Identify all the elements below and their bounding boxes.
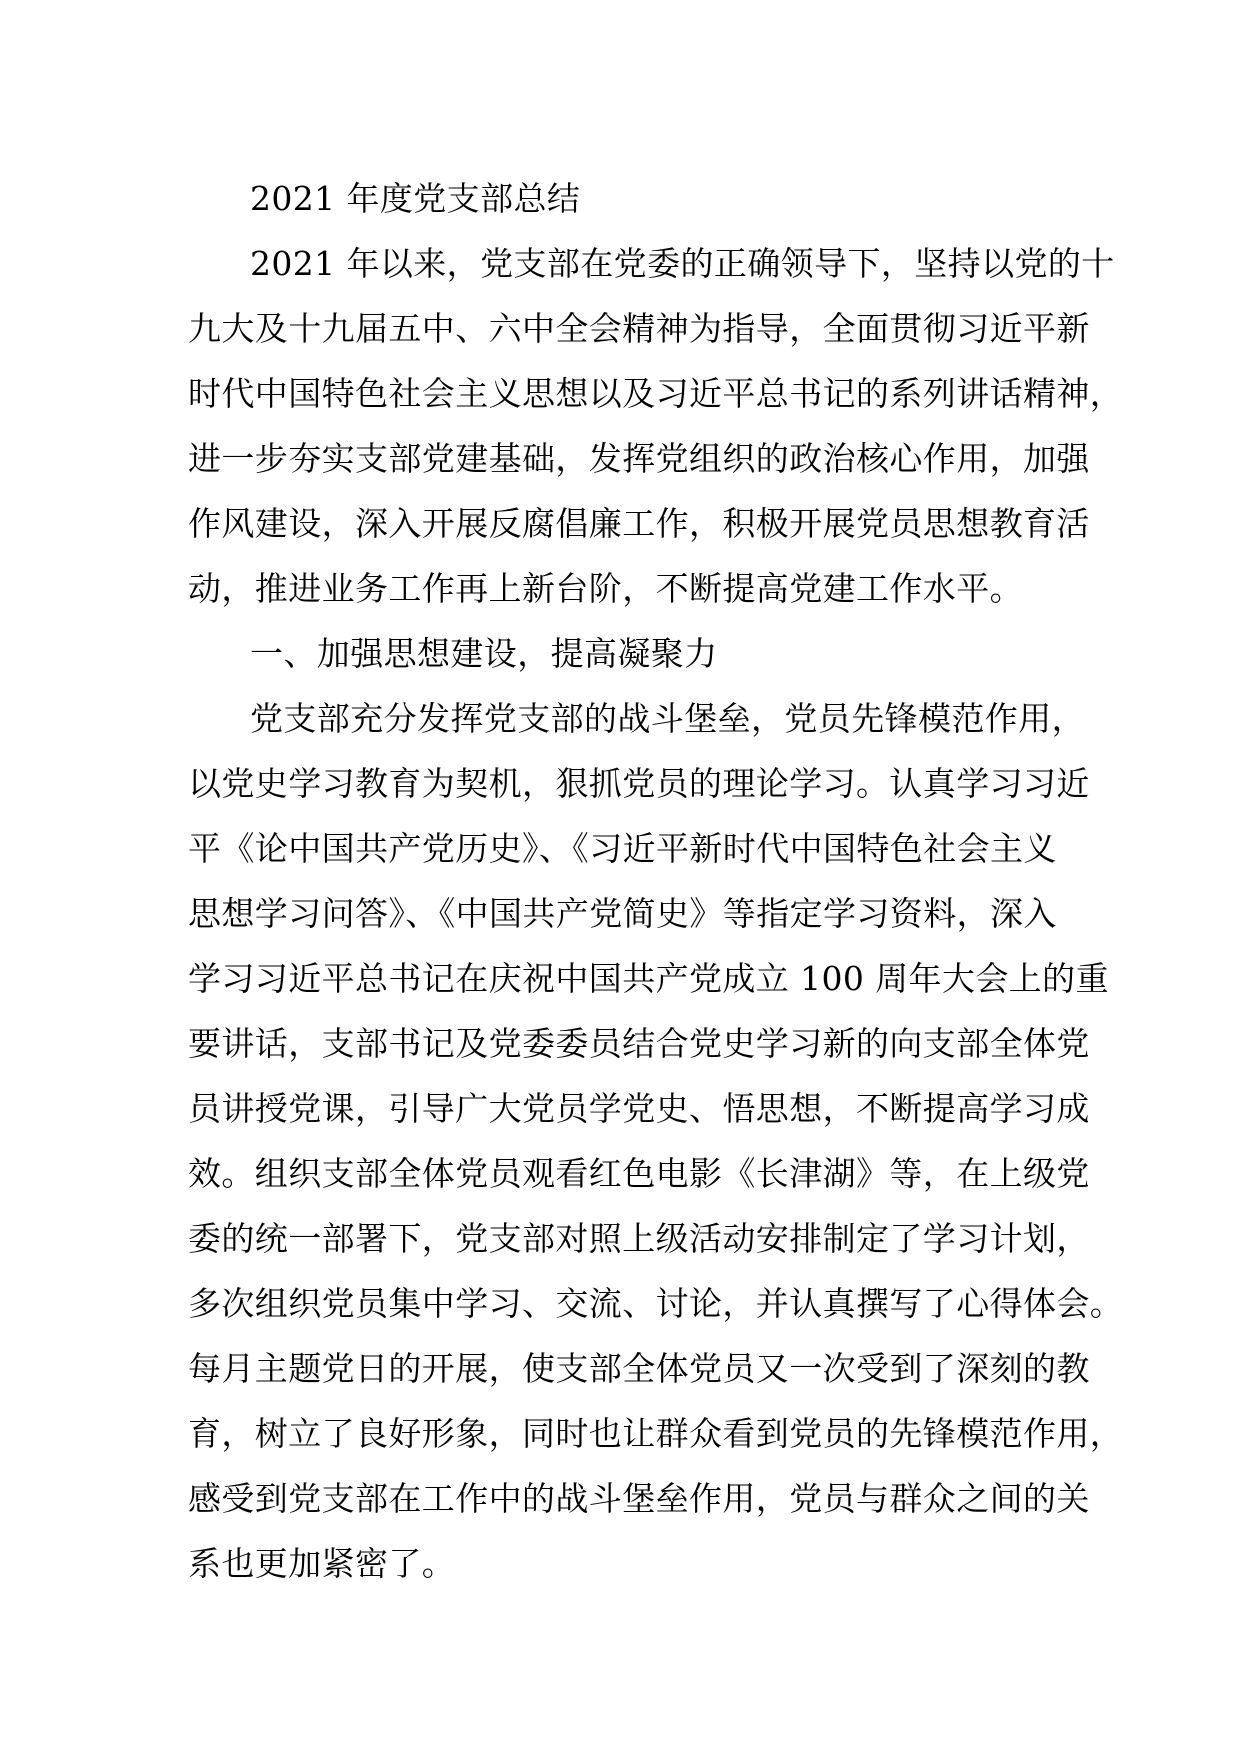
document-body (188, 166, 1124, 1596)
section-heading-text: 一、加强思想建设，提高凝聚力 (250, 634, 718, 673)
paragraph-line: 效。组织支部全体党员观看红色电影《长津湖》等，在上级党 (188, 1154, 1090, 1193)
paragraph-line: 时代中国特色社会主义思想以及习近平总书记的系列讲话精神， (188, 374, 1124, 413)
paragraph-line: 委的统一部署下，党支部对照上级活动安排制定了学习计划， (188, 1219, 1090, 1258)
paragraph-line: 员讲授党课，引导广大党员学党史、悟思想，不断提高学习成 (188, 1089, 1090, 1128)
paragraph-line: 动，推进业务工作再上新台阶，不断提高党建工作水平。 (188, 569, 1023, 608)
paragraph-line: 每月主题党日的开展，使支部全体党员又一次受到了深刻的教 (188, 1349, 1090, 1388)
paragraph-line: 学习习近平总书记在庆祝中国共产党成立 100 周年大会上的重 (188, 959, 1109, 998)
paragraph-line: 九大及十九届五中、六中全会精神为指导，全面贯彻习近平新 (188, 309, 1090, 348)
paragraph-line: 感受到党支部在工作中的战斗堡垒作用，党员与群众之间的关 (188, 1479, 1090, 1518)
paragraph-line: 育，树立了良好形象，同时也让群众看到党员的先锋模范作用， (188, 1414, 1124, 1453)
paragraph-line: 要讲话，支部书记及党委委员结合党史学习新的向支部全体党 (188, 1024, 1090, 1063)
paragraph-section-1 (188, 686, 1124, 1596)
paragraph-line: 系也更加紧密了。 (188, 1544, 456, 1583)
paragraph-line: 思想学习问答》、《中国共产党简史》等指定学习资料，深入 (188, 894, 1057, 933)
paragraph-line: 党支部充分发挥党支部的战斗堡垒，党员先锋模范作用， (250, 699, 1085, 738)
paragraph-intro (188, 231, 1124, 621)
paragraph-line: 2021 年以来，党支部在党委的正确领导下，坚持以党的十 (250, 244, 1115, 283)
paragraph-line: 进一步夯实支部党建基础，发挥党组织的政治核心作用，加强 (188, 439, 1090, 478)
paragraph-line: 多次组织党员集中学习、交流、讨论，并认真撰写了心得体会。 (188, 1284, 1124, 1323)
paragraph-line: 以党史学习教育为契机，狠抓党员的理论学习。认真学习习近 (188, 764, 1090, 803)
document-title: 2021 年度党支部总结 (250, 179, 581, 218)
paragraph-line: 作风建设，深入开展反腐倡廉工作，积极开展党员思想教育活 (188, 504, 1090, 543)
paragraph-line: 平《论中国共产党历史》、《习近平新时代中国特色社会主义 (188, 829, 1057, 868)
section-heading-1 (188, 621, 1068, 686)
